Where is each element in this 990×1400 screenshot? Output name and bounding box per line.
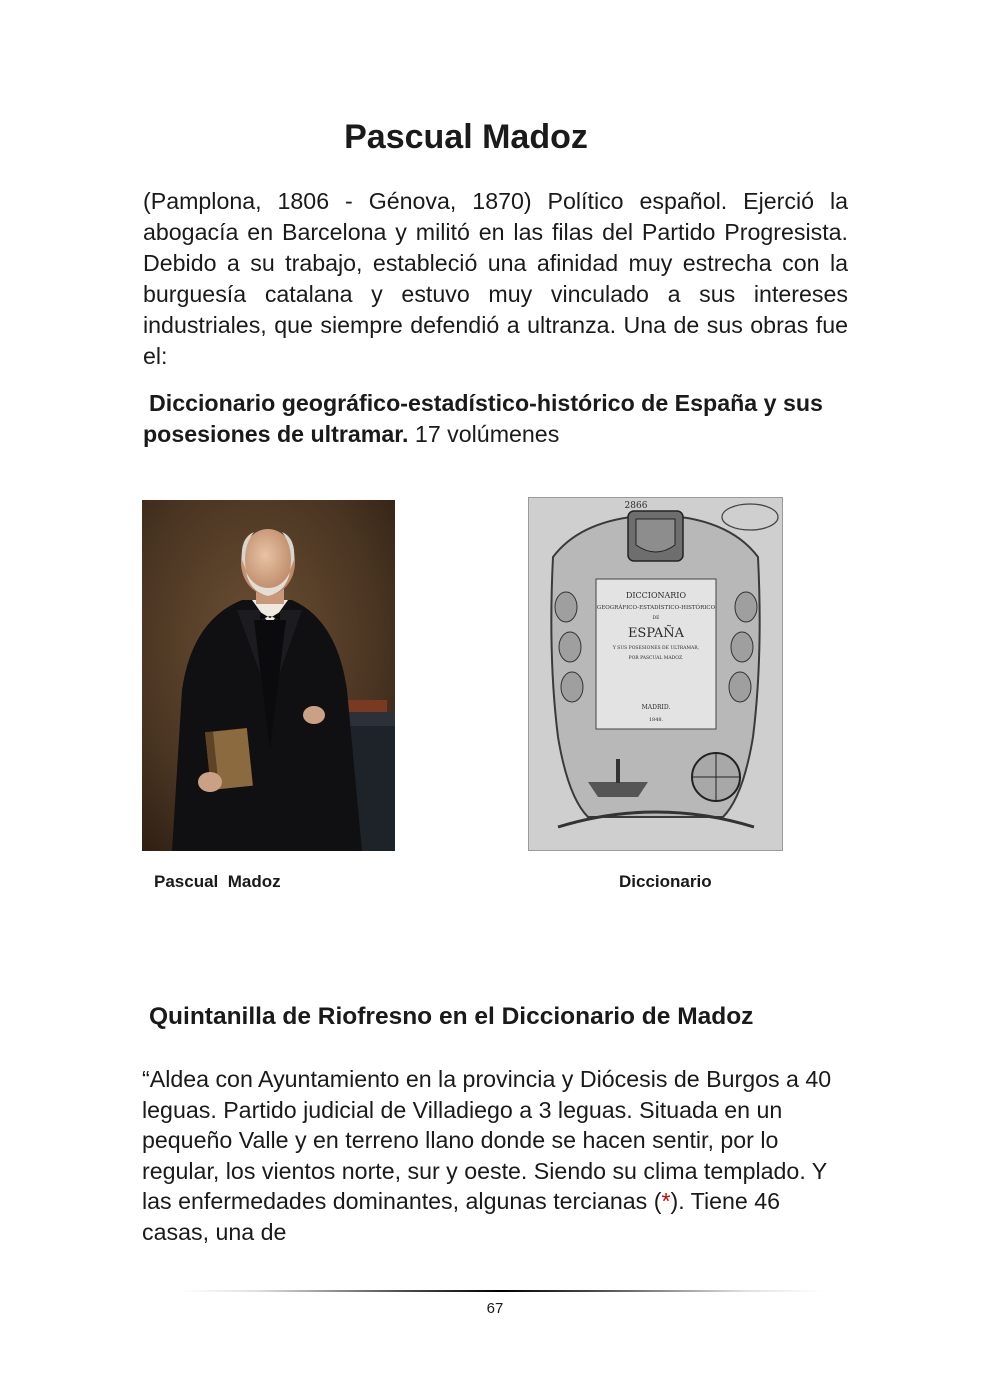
cover-line-4: ESPAÑA xyxy=(627,626,685,641)
cover-line-1: DICCIONARIO xyxy=(625,591,687,600)
footer-rule xyxy=(178,1290,823,1292)
intro-paragraph: (Pamplona, 1806 - Génova, 1870) Político español. Ejerció la abogacía en Barcelona y militó en las filas del Partido Progresista. Debido a su trabajo, estableció una afinidad muy estrecha con la burguesía catalana y estuvo muy vinculado a sus intereses industriales, que siempre defendió a ultranza. Una de sus obras fue el: xyxy=(143,188,848,369)
madoz-quote xyxy=(142,1064,842,1247)
cover-line-5: Y SUS POSESIONES DE ULTRAMAR, xyxy=(612,646,700,651)
book-title: Diccionario geográfico-estadístico-histórico de España y sus posesiones de ultramar. xyxy=(143,390,823,447)
section-heading: Quintanilla de Riofresno en el Diccionario de Madoz xyxy=(149,1003,754,1030)
cover-line-2: GEOGRÁFICO-ESTADÍSTICO-HISTÓRICO xyxy=(596,605,716,611)
cover-line-6: POR PASCUAL MADOZ. xyxy=(628,656,684,661)
page-number: 67 xyxy=(486,1300,504,1317)
portrait-caption: Pascual Madoz xyxy=(154,872,281,891)
quote-text-end: ). Tiene 46 casas, una de xyxy=(142,1188,781,1245)
book-volumes: 17 volúmenes xyxy=(414,421,560,447)
cover-line-8: 1848. xyxy=(648,717,664,723)
book-reference xyxy=(143,388,853,450)
page-title: Pascual Madoz xyxy=(344,118,588,156)
footnote-asterisk: * xyxy=(661,1188,671,1214)
cover-line-3: DE xyxy=(652,616,660,621)
dictionary-cover-image xyxy=(528,497,783,851)
cover-caption: Diccionario xyxy=(619,872,712,891)
cover-line-7: MADRID. xyxy=(641,704,671,711)
portrait-image xyxy=(142,500,395,851)
cover-stamp-number: 2866 xyxy=(624,501,648,511)
quote-text-start: “Aldea con Ayuntamiento en la provincia y Diócesis de Burgos a 40 leguas. Partido judicial de Villadiego a 3 leguas. Situada en un pequeño Valle y en terreno llano donde se hacen sentir, por lo regular, los vientos norte, sur y oeste. Siendo su clima templado. Y las enfermedades dominantes, algunas tercianas ( xyxy=(142,1066,832,1214)
